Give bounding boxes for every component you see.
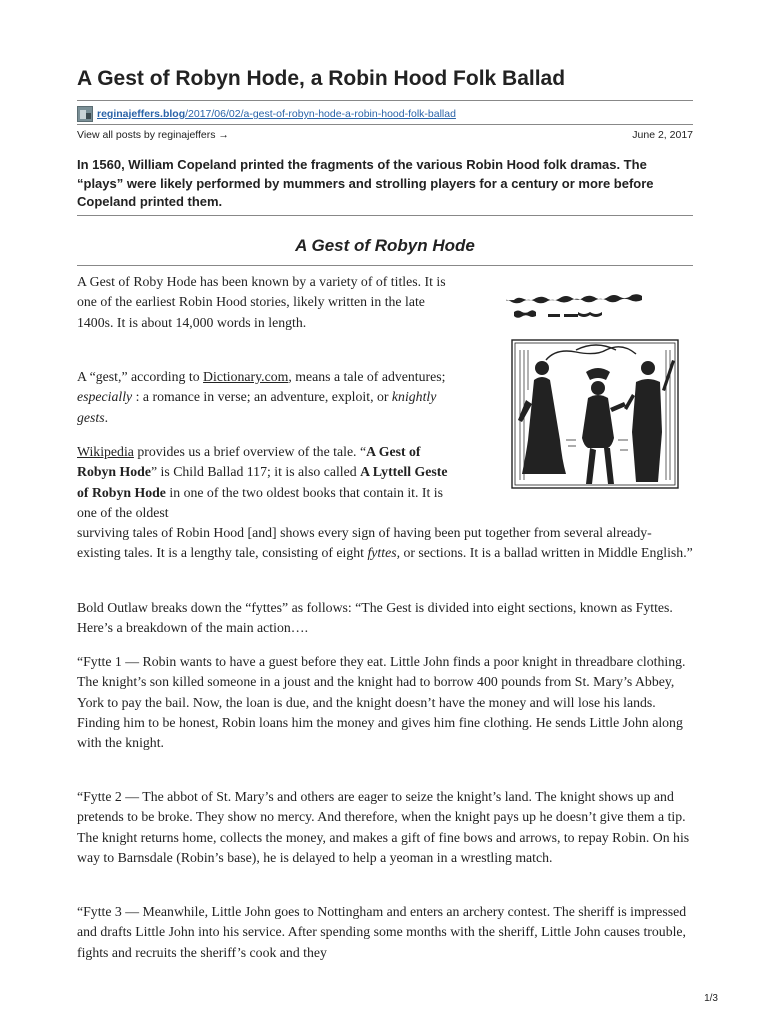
paragraph-text: provides us a brief overview of the tale. “ [133,444,367,459]
article-title-divider [77,265,693,266]
paragraph-text: or sections. It is a ballad written in Middle English.” [400,545,693,561]
paragraph-text: A “gest,” according to [77,369,204,384]
intro-divider [77,215,693,216]
wikipedia-link[interactable]: Wikipedia [77,444,134,459]
article-paragraph-6: “Fytte 2 — The abbot of St. Mary’s and others are eager to seize the knight’s land. The knight shows up and pretends to be broke. They show no mercy. And therefore, when the knight pays up he doesn’t give them a tip. The knight returns home, collects the money, and makes a gift of fine bows and arrows, to repay Robin. On his way to Barnsdale (Robin’s base), he is delayed to help a yeoman in a wrestling match. [77,789,690,865]
article-paragraph-2 [77,367,453,428]
source-divider [77,124,693,125]
emphasis-text: knightly gests [77,389,437,425]
bold-text: A Gest of Robyn Hode [77,444,421,480]
woodcut-illustration [506,290,682,490]
article-paragraph-3-cont [77,523,693,564]
emphasis-text: especially [77,389,133,405]
article-title: A Gest of Robyn Hode [295,236,475,255]
article-paragraph-7: “Fytte 3 — Meanwhile, Little John goes to Nottingham and enters an archery contest. The sheriff is impressed and drafts Little John into his service. After spending some months with the sheriff, Little John causes trouble, fights and recruits the sheriff’s cook and they [77,904,687,960]
page-number: 1/3 [704,993,718,1004]
bold-text: A Lyttell Geste of Robyn Hode [77,464,448,500]
page-title: A Gest of Robyn Hode, a Robin Hood Folk Ballad [77,67,566,90]
source-line [77,106,456,122]
dictionary-link[interactable]: Dictionary.com [203,369,289,384]
emphasis-text: fyttes, [367,545,401,561]
paragraph-text: , means a tale of adventures; [288,369,446,384]
paragraph-text: surviving tales of Robin Hood [and] shows every sign of having been put together from several already-existing tales. It is a lengthy tale, consisting of eight [77,525,652,561]
intro-paragraph: In 1560, William Copeland printed the fragments of the various Robin Hood folk dramas. The “plays” were likely performed by mummers and strolling players for a century or more before Copeland printed them. [77,157,654,209]
paragraph-text: in one of the two oldest books that contain it. It is one of the oldest [77,484,443,520]
paragraph-text: : a romance in verse; an adventure, exploit, or [132,389,392,405]
post-meta [77,129,693,141]
source-link[interactable] [97,108,456,120]
post-date: June 2, 2017 [632,129,693,141]
article-paragraph-4: Bold Outlaw breaks down the “fyttes” as follows: “The Gest is divided into eight sections, known as Fyttes. Here’s a breakdown of the main action…. [77,600,673,636]
article-paragraph-3-start [77,442,453,523]
source-domain[interactable]: reginajeffers.blog [97,108,186,120]
paragraph-text: . [104,409,109,425]
view-all-posts-link[interactable]: View all posts by reginajeffers → [77,129,229,141]
article-paragraph-5: “Fytte 1 — Robin wants to have a guest before they eat. Little John finds a poor knight in threadbare clothing. The knight’s son killed someone in a joust and the knight had to borrow 400 pounds from St. Mary’s Abbey, York to pay the bail. Now, the loan is due, and the knight doesn’t have the money and will lose his lands. Finding him to be honest, Robin loans him the money and gives him fine clothing. He sends Little John along with the knight. [77,654,686,751]
source-path[interactable]: /2017/06/02/a-gest-of-robyn-hode-a-robin-hood-folk-ballad [185,108,456,120]
article-paragraph-1: A Gest of Roby Hode has been known by a variety of of titles. It is one of the earliest Robin Hood stories, likely written in the late 1400s. It is about 14,000 words in length. [77,274,446,330]
paragraph-text: ” is Child Ballad 117; it is also called [150,464,361,480]
title-divider [77,100,693,101]
site-favicon-icon [77,106,93,122]
